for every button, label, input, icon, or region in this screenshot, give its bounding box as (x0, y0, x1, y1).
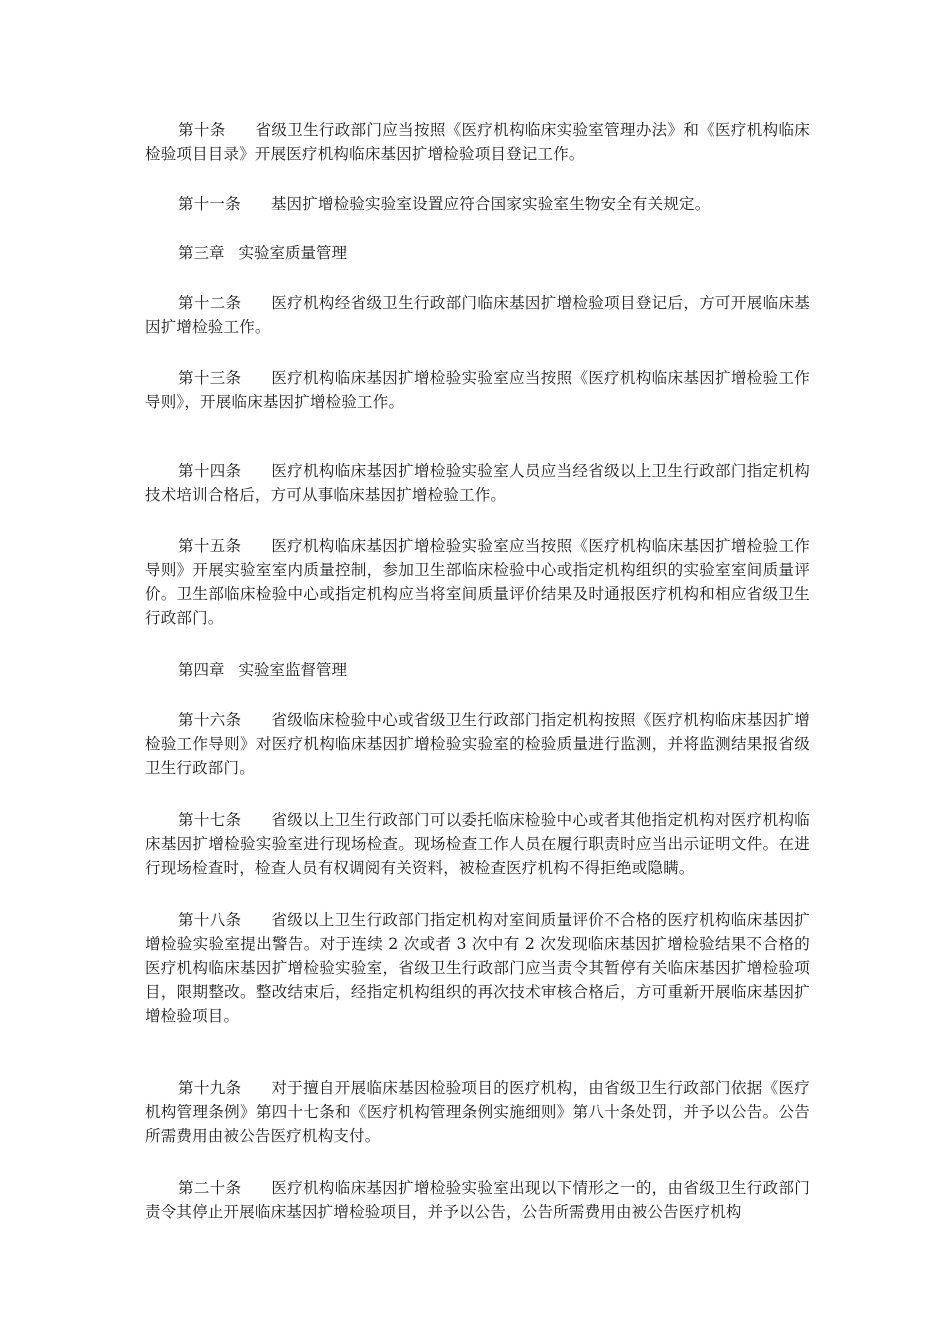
article-text: 医疗机构临床基因扩增检验实验室出现以下情形之一的，由省级卫生行政部门责令其停止开展临床基因扩增检验项目，并予以公告，公告所需费用由被公告医疗机构 (145, 1179, 810, 1221)
article-number: 第十五条 (178, 537, 242, 555)
article-19 (145, 1076, 810, 1148)
article-text: 省级临床检验中心或省级卫生行政部门指定机构按照《医疗机构临床基因扩增检验工作导则》对医疗机构临床基因扩增检验实验室的检验质量进行监测，并将监测结果报省级卫生行政部门。 (145, 711, 810, 777)
chapter-number: 第四章 (178, 661, 225, 679)
article-20 (145, 1176, 810, 1224)
chapter-4-heading (145, 658, 810, 682)
article-13 (145, 366, 810, 414)
article-text: 省级卫生行政部门应当按照《医疗机构临床实验室管理办法》和《医疗机构临床检验项目目录》开展医疗机构临床基因扩增检验项目登记工作。 (145, 121, 810, 163)
article-text: 基因扩增检验实验室设置应符合国家实验室生物安全有关规定。 (270, 195, 711, 213)
chapter-3-heading (145, 241, 810, 265)
article-17 (145, 808, 810, 880)
article-text: 医疗机构临床基因扩增检验实验室应当按照《医疗机构临床基因扩增检验工作导则》开展实验室室内质量控制，参加卫生部临床检验中心或指定机构组织的实验室室间质量评价。卫生部临床检验中心或指定机构应当将室间质量评价结果及时通报医疗机构和相应省级卫生行政部门。 (145, 537, 810, 627)
article-15 (145, 534, 810, 630)
chapter-number: 第三章 (178, 244, 225, 262)
article-number: 第二十条 (178, 1179, 242, 1197)
article-number: 第十九条 (178, 1079, 242, 1097)
article-text: 医疗机构临床基因扩增检验实验室人员应当经省级以上卫生行政部门指定机构技术培训合格后，方可从事临床基因扩增检验工作。 (145, 462, 810, 504)
article-16 (145, 708, 810, 780)
article-18 (145, 908, 810, 1028)
article-text: 医疗机构经省级卫生行政部门临床基因扩增检验项目登记后，方可开展临床基因扩增检验工作。 (145, 294, 810, 336)
article-12 (145, 291, 810, 339)
chapter-title: 实验室监督管理 (238, 661, 348, 679)
article-text: 省级以上卫生行政部门可以委托临床检验中心或者其他指定机构对医疗机构临床基因扩增检验实验室进行现场检查。现场检查工作人员在履行职责时应当出示证明文件。在进行现场检查时，检查人员有权调阅有关资料，被检查医疗机构不得拒绝或隐瞒。 (145, 811, 810, 877)
article-number: 第十条 (178, 121, 226, 139)
article-14 (145, 459, 810, 507)
article-number: 第十七条 (178, 811, 242, 829)
article-number: 第十四条 (178, 462, 242, 480)
article-11 (145, 192, 810, 216)
article-number: 第十三条 (178, 369, 242, 387)
article-text: 医疗机构临床基因扩增检验实验室应当按照《医疗机构临床基因扩增检验工作导则》，开展临床基因扩增检验工作。 (145, 369, 810, 411)
article-number: 第十二条 (178, 294, 242, 312)
article-text: 省级以上卫生行政部门指定机构对室间质量评价不合格的医疗机构临床基因扩增检验实验室提出警告。对于连续 2 次或者 3 次中有 2 次发现临床基因扩增检验结果不合格的医疗机构临床基因扩增检验实验室，省级卫生行政部门应当责令其暂停有关临床基因扩增检验项目，限期整改。整改结束后，经指定机构组织的再次技术审核合格后，方可重新开展临床基因扩增检验项目。 (145, 911, 810, 1025)
article-text: 对于擅自开展临床基因检验项目的医疗机构，由省级卫生行政部门依据《医疗机构管理条例》第四十七条和《医疗机构管理条例实施细则》第八十条处罚，并予以公告。公告所需费用由被公告医疗机构支付。 (145, 1079, 810, 1145)
article-number: 第十六条 (178, 711, 242, 729)
article-number: 第十八条 (178, 911, 242, 929)
chapter-title: 实验室质量管理 (238, 244, 348, 262)
article-10 (145, 118, 810, 166)
article-number: 第十一条 (178, 195, 241, 213)
